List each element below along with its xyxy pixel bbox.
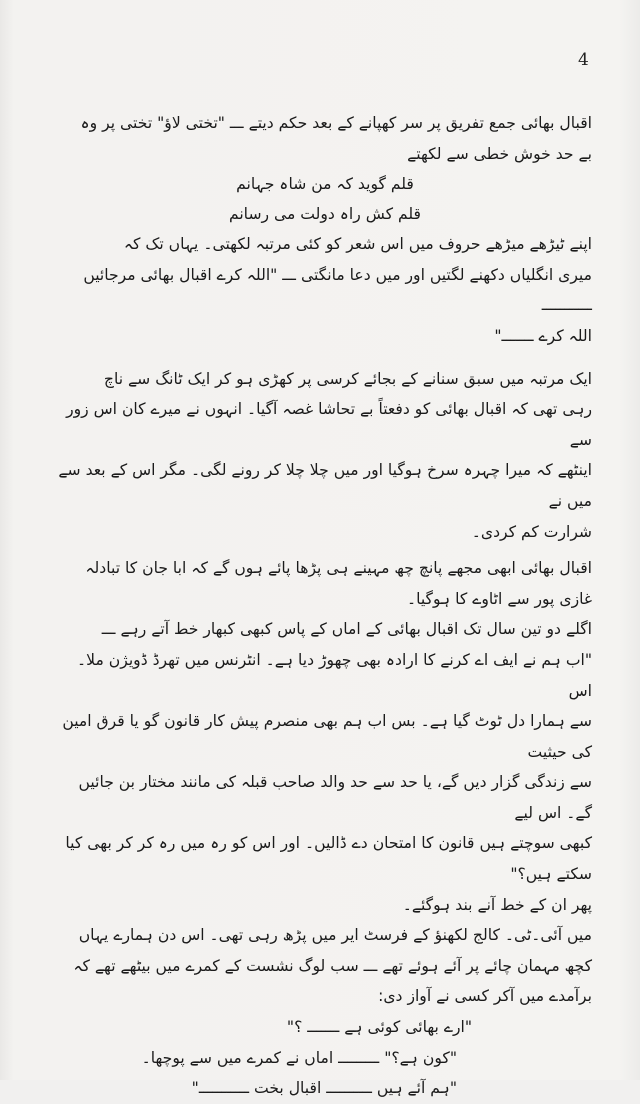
text-line: میری انگلیاں دکھنے لگتیں اور میں دعا مانگتی ـــ "اللہ کرے اقبال بھائی مرجائیں ـــــــــــ	[83, 265, 592, 315]
text-line: اللہ کرے ـــــــ"	[494, 326, 592, 345]
text-line: کبھی سوچتے ہیں قانون کا امتحان دے ڈالیں۔ اور اس کو رہ میں رہ کر کر بھی کیا سکتے ہیں؟"	[65, 834, 592, 884]
page-number: 4	[578, 50, 589, 70]
text-line: اپنے ٹیڑھے میڑھے حروف میں اس شعر کو کئی مرتبہ لکھتی۔ یہاں تک کہ	[123, 235, 592, 254]
paragraph-gap	[58, 352, 592, 364]
text-line: اگلے دو تین سال تک اقبال بھائی کے اماں کے پاس کبھی کبھار خط آتے رہے ـــ	[101, 620, 592, 639]
text-line: سے زندگی گزار دیں گے، یا حد سے حد والد صاحب قبلہ کی مانند مختار بن جائیں گے۔ اس لیے	[78, 773, 592, 822]
text-line: سے ہمارا دل ٹوٹ گیا ہے۔ بس اب ہم بھی منصرم پیش کار قانون گو یا قرق امین کی حیثیت	[62, 712, 592, 761]
text-line: برآمدے میں آکر کسی نے آواز دی:	[378, 987, 592, 1006]
text-line: غازی پور سے اٹاوے کا ہوگیا۔	[406, 589, 592, 608]
verse-line: قلم کش راہ دولت می رسانم	[228, 205, 422, 224]
dialogue-line: "ارے بھائی کوئی ہے ـــــــ ؟"	[286, 1018, 472, 1037]
dialogue-line: "کون ہے؟" ـــــــــ اماں نے کمرے میں سے پوچھا۔	[141, 1048, 457, 1067]
text-line: ایک مرتبہ میں سبق سنانے کے بجائے کرسی پر کھڑی ہو کر ایک ٹانگ سے ناچ	[103, 369, 592, 388]
page-body	[58, 108, 592, 1104]
verse-line: قلم گوید کہ من شاہ جہانم	[236, 175, 414, 194]
text-line: "اب ہم نے ایف اے کرنے کا ارادہ بھی چھوڑ دیا ہے۔ انٹرنس میں تھرڈ ڈویژن ملا۔ اس	[77, 650, 592, 700]
text-line: میں آئی۔ٹی۔ کالج لکھنؤ کے فرسٹ ایر میں پڑھ رہی تھی۔ اس دن ہمارے یہاں	[78, 926, 592, 945]
text-line: پھر ان کے خط آنے بند ہوگئے۔	[402, 895, 592, 914]
dialogue-line: "ہم آئے ہیں ــــــــــ اقبال بخت ـــــــــــ"	[191, 1079, 457, 1098]
text-line: رہی تھی کہ اقبال بھائی کو دفعتاً بے تحاشا غصہ آگیا۔ انہوں نے میرے کان اس زور سے	[66, 400, 592, 449]
text-line: اینٹھے کہ میرا چہرہ سرخ ہوگیا اور میں چلا چلا کر رونے لگی۔ مگر اس کے بعد سے میں نے	[58, 461, 592, 510]
text-line: کچھ مہمان چائے پر آئے ہوئے تھے ـــ سب لوگ نشست کے کمرے میں بیٹھے تھے کہ	[73, 956, 592, 975]
text-line: اقبال بھائی ابھی مجھے پانچ چھ مہینے ہی پڑھا پائے ہوں گے کہ ابا جان کا تبادلہ	[85, 559, 592, 578]
text-line: شرارت کم کردی۔	[471, 522, 592, 541]
text-line: بے حد خوش خطی سے لکھتے	[407, 144, 592, 163]
text-line: اقبال بھائی جمع تفریق پر سر کھپانے کے بعد حکم دیتے ـــ "تختی لاؤ" تختی پر وہ	[80, 114, 592, 132]
